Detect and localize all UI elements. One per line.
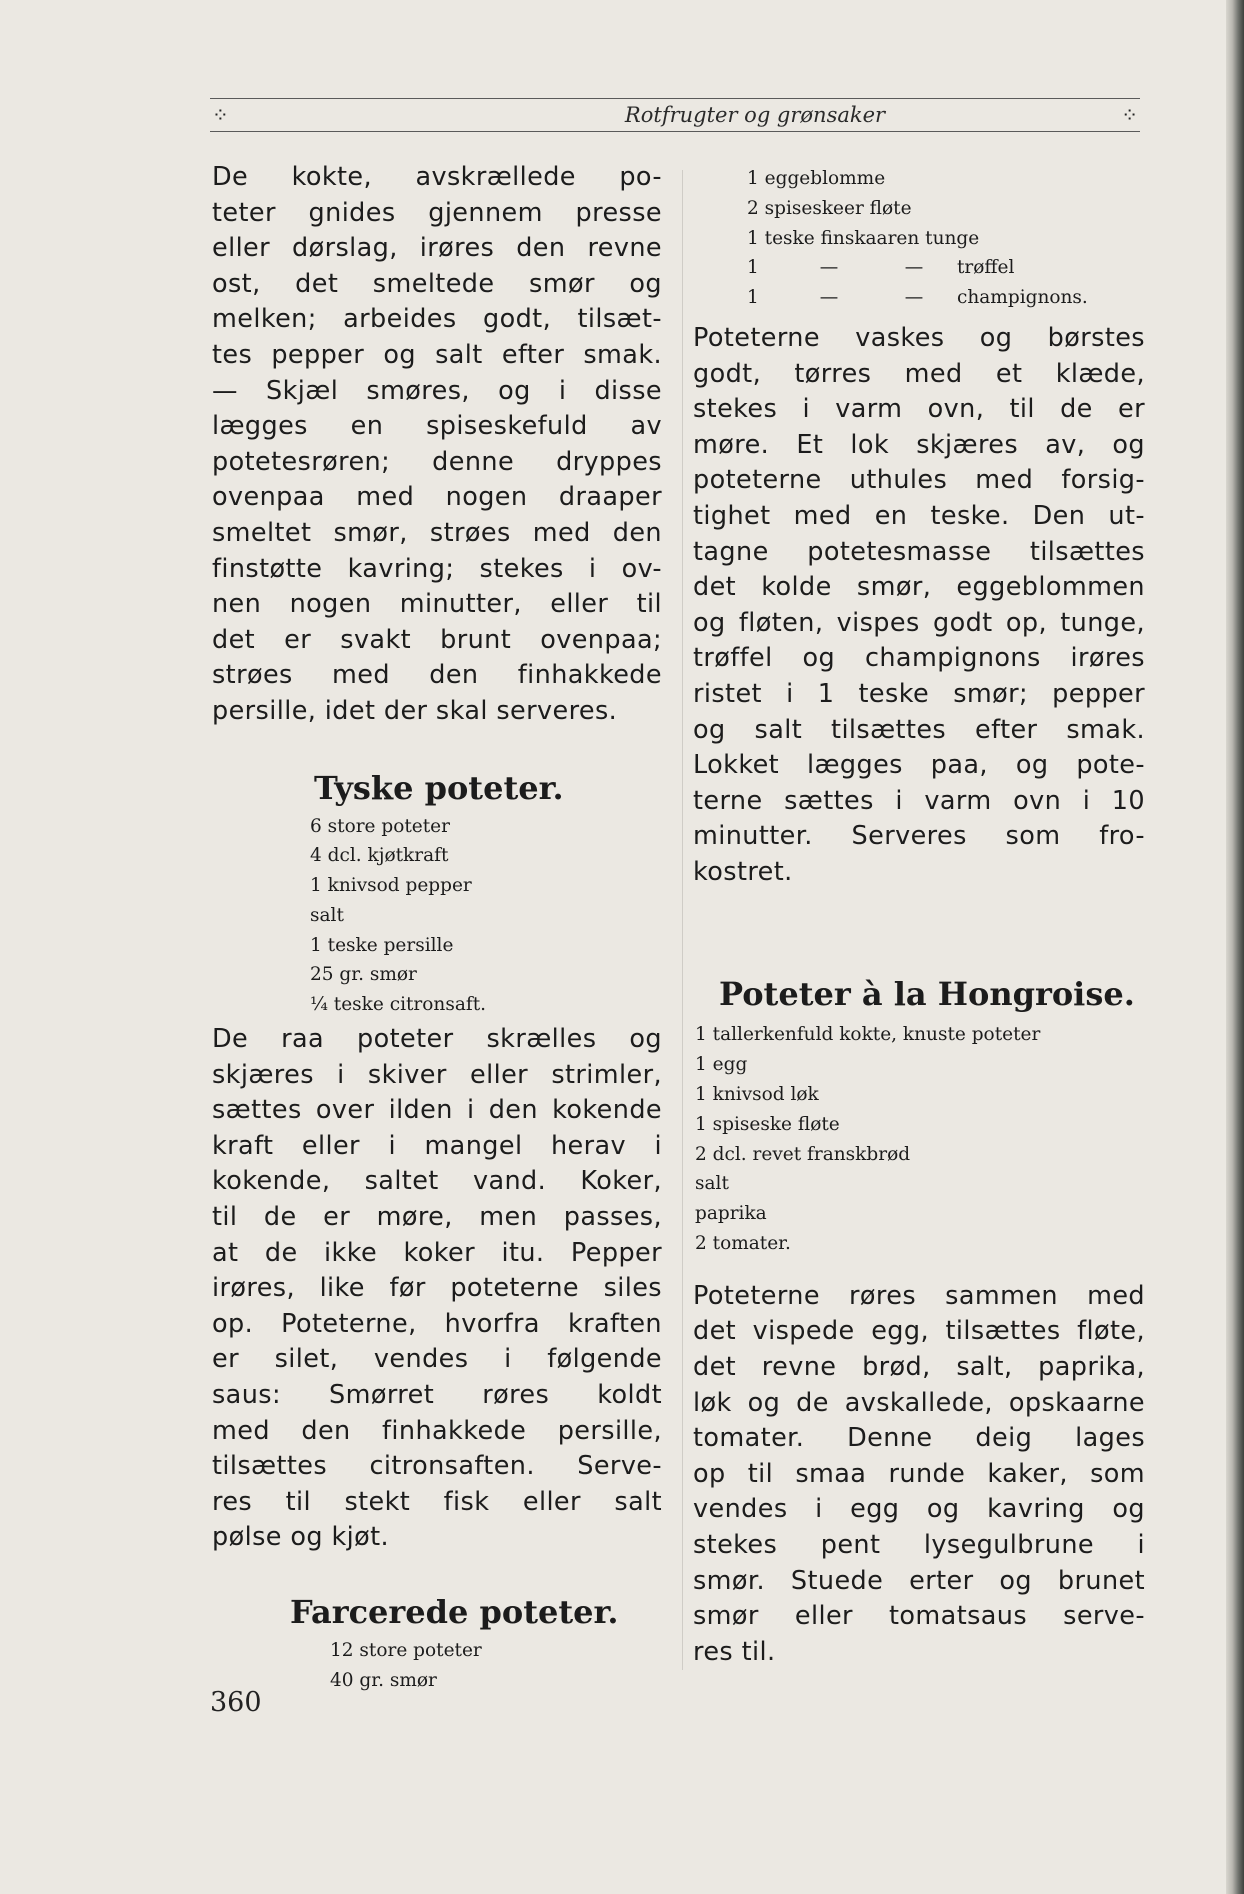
- text-line: minutter. Serveres som fro-: [693, 821, 1145, 852]
- text-line: smør. Stuede erter og brunet: [693, 1565, 1145, 1596]
- text-line: op til smaa runde kaker, som: [693, 1458, 1145, 1489]
- ditto-mark: —: [904, 287, 924, 309]
- text-line: smeltet smør, strøes med den: [212, 517, 662, 548]
- list-item: 2 spiseskeer fløte: [747, 197, 912, 219]
- text-line: kostret.: [693, 856, 793, 887]
- text-line: det vispede egg, tilsættes fløte,: [693, 1316, 1145, 1347]
- ingredient-list-farcerede: [330, 1636, 662, 1696]
- text-line: Lokket lægges paa, og pote-: [693, 750, 1145, 781]
- text-line: tes pepper og salt efter smak.: [212, 339, 662, 370]
- text-line: ovenpaa med nogen draaper: [212, 482, 662, 513]
- text-line: melken; arbeides godt, tilsæt-: [212, 304, 662, 335]
- text-line: persille, idet der skal serveres.: [212, 695, 618, 726]
- text-line: De raa poteter skrælles og: [212, 1024, 662, 1055]
- list-item: salt: [695, 1173, 729, 1195]
- list-item: 1 egg: [695, 1054, 748, 1076]
- list-item: [747, 253, 1145, 283]
- text-line: poteterne uthules med forsig-: [693, 465, 1145, 496]
- list-item: 1 knivsod løk: [695, 1084, 819, 1106]
- recipe-title-poteter-hongroise: Poteter à la Hongroise.: [719, 975, 1135, 1014]
- quantity: 1: [747, 257, 759, 279]
- list-item: 1 teske persille: [310, 934, 454, 956]
- intro-paragraph: [212, 160, 662, 730]
- list-item: salt: [310, 904, 344, 926]
- text-line: møre. Et lok skjæres av, og: [693, 429, 1145, 460]
- text-line: saus: Smørret røres koldt: [212, 1380, 662, 1411]
- text-line: terne sættes i varm ovn i 10: [693, 785, 1145, 816]
- text-line: kokende, saltet vand. Koker,: [212, 1166, 662, 1197]
- text-line: og fløten, vispes godt op, tunge,: [693, 607, 1145, 638]
- list-item: 12 store poteter: [330, 1639, 482, 1661]
- ornament-left-icon: ⁘: [212, 103, 229, 127]
- left-column: [212, 160, 662, 1696]
- ingredient-list-hongroise: [695, 1020, 1145, 1258]
- text-line: teter gnides gjennem presse: [212, 197, 662, 228]
- ingredient-name: trøffel: [957, 257, 1015, 279]
- list-item: paprika: [695, 1203, 767, 1225]
- text-line: tilsættes citronsaften. Serve-: [212, 1451, 662, 1482]
- text-line: ost, det smeltede smør og: [212, 268, 662, 299]
- text-line: irøres, like før poteterne siles: [212, 1273, 662, 1304]
- text-line: smør eller tomatsaus serve-: [693, 1601, 1145, 1632]
- page-number: 360: [210, 1687, 262, 1718]
- method-poteter-hongroise: [693, 1279, 1145, 1671]
- text-line: det revne brød, salt, paprika,: [693, 1352, 1145, 1383]
- text-line: eller dørslag, irøres den revne: [212, 233, 662, 264]
- ornament-right-icon: ⁘: [1121, 103, 1138, 127]
- recipe-title-tyske-poteter: Tyske poteter.: [314, 768, 564, 807]
- text-line: ristet i 1 teske smør; pepper: [693, 678, 1145, 709]
- text-line: til de er møre, men passes,: [212, 1202, 662, 1233]
- text-line: potetesrøren; denne dryppes: [212, 446, 662, 477]
- text-line: at de ikke koker itu. Pepper: [212, 1237, 662, 1268]
- list-item: 1 spiseske fløte: [695, 1113, 840, 1135]
- text-line: trøffel og champignons irøres: [693, 643, 1145, 674]
- text-line: Poteterne vaskes og børstes: [693, 322, 1145, 353]
- list-item: 6 store poteter: [310, 815, 450, 837]
- ingredient-name: champignons.: [957, 287, 1088, 309]
- text-line: kraft eller i mangel herav i: [212, 1130, 662, 1161]
- text-line: res til stekt fisk eller salt: [212, 1486, 662, 1517]
- method-farcerede-poteter: [693, 321, 1145, 891]
- text-line: det kolde smør, eggeblommen: [693, 572, 1145, 603]
- text-line: strøes med den finhakkede: [212, 660, 662, 691]
- text-line: med den finhakkede persille,: [212, 1415, 662, 1446]
- text-line: lægges en spiseskefuld av: [212, 411, 662, 442]
- list-item: 4 dcl. kjøtkraft: [310, 845, 449, 867]
- text-line: finstøtte kavring; stekes i ov-: [212, 553, 662, 584]
- running-header: [210, 94, 1140, 136]
- header-rule-top: [210, 98, 1140, 99]
- text-line: stekes pent lysegulbrune i: [693, 1530, 1145, 1561]
- text-line: tomater. Denne deig lages: [693, 1423, 1145, 1454]
- text-line: og salt tilsættes efter smak.: [693, 714, 1145, 745]
- text-line: løk og de avskallede, opskaarne: [693, 1387, 1145, 1418]
- ditto-mark: —: [819, 287, 839, 309]
- ingredient-list-tyske: [310, 812, 662, 1021]
- list-item: 1 tallerkenfuld kokte, knuste poteter: [695, 1024, 1041, 1046]
- text-line: det er svakt brunt ovenpaa;: [212, 624, 662, 655]
- text-line: tighet med en teske. Den ut-: [693, 500, 1145, 531]
- text-line: godt, tørres med et klæde,: [693, 358, 1145, 389]
- list-item: 25 gr. smør: [310, 964, 417, 986]
- list-item: 2 tomater.: [695, 1233, 791, 1255]
- ingredient-list-farcerede-cont: [747, 164, 1145, 313]
- book-spine-edge: [1226, 0, 1244, 1894]
- text-line: Poteterne røres sammen med: [693, 1280, 1145, 1311]
- running-title: Rotfrugter og grønsaker: [624, 103, 886, 127]
- text-line: tagne potetesmasse tilsættes: [693, 536, 1145, 567]
- text-line: op. Poteterne, hvorfra kraften: [212, 1308, 662, 1339]
- list-item: [747, 283, 1145, 313]
- header-rule-bottom: [210, 131, 1140, 132]
- text-line: nen nogen minutter, eller til: [212, 589, 662, 620]
- list-item: 2 dcl. revet franskbrød: [695, 1143, 911, 1165]
- text-line: — Skjæl smøres, og i disse: [212, 375, 662, 406]
- text-line: skjæres i skiver eller strimler,: [212, 1059, 662, 1090]
- list-item: 1 teske finskaaren tunge: [747, 227, 980, 249]
- method-tyske-poteter: [212, 1022, 662, 1556]
- text-line: er silet, vendes i følgende: [212, 1344, 662, 1375]
- text-line: De kokte, avskrællede po-: [212, 162, 662, 192]
- text-line: res til.: [693, 1636, 776, 1667]
- text-line: sættes over ilden i den kokende: [212, 1095, 662, 1126]
- quantity: 1: [747, 287, 759, 309]
- text-line: vendes i egg og kavring og: [693, 1494, 1145, 1525]
- list-item: ¹⁄₄ teske citronsaft.: [310, 994, 487, 1016]
- text-line: stekes i varm ovn, til de er: [693, 394, 1145, 425]
- text-line: pølse og kjøt.: [212, 1522, 390, 1553]
- right-column: [693, 164, 1145, 1670]
- column-divider: [682, 170, 683, 1670]
- recipe-title-farcerede-poteter: Farcerede poteter.: [290, 1592, 619, 1631]
- ditto-mark: —: [819, 257, 839, 279]
- list-item: 1 eggeblomme: [747, 168, 886, 189]
- list-item: 40 gr. smør: [330, 1669, 437, 1691]
- ditto-mark: —: [904, 257, 924, 279]
- list-item: 1 knivsod pepper: [310, 875, 472, 897]
